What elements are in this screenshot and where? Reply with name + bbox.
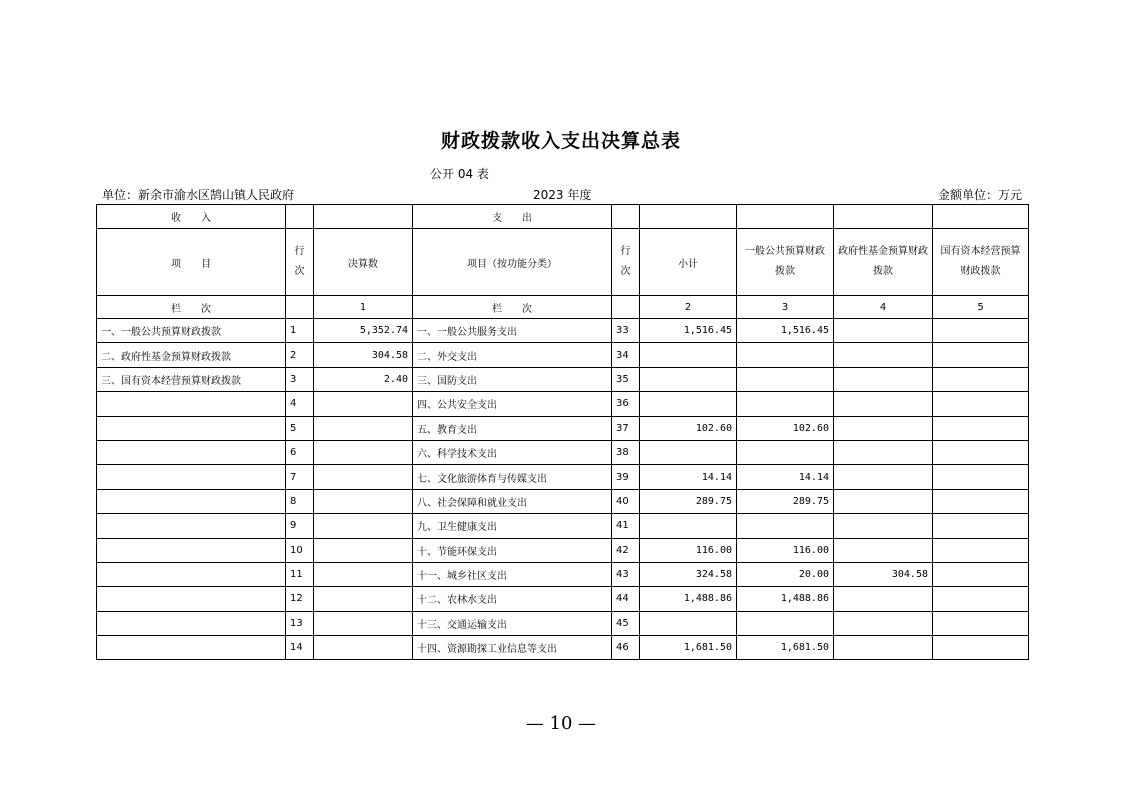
expense-state-capital — [933, 489, 1029, 513]
expense-subtotal — [640, 367, 737, 391]
expense-row-no: 37 — [612, 416, 640, 440]
expense-item: 一、一般公共服务支出 — [413, 319, 612, 343]
income-amount — [314, 489, 413, 513]
table-row — [97, 611, 1029, 635]
income-amount — [314, 440, 413, 464]
expense-state-capital — [933, 611, 1029, 635]
expense-subtotal: 1,681.50 — [640, 636, 737, 660]
header-row-columns — [97, 229, 1029, 296]
expense-item: 十三、交通运输支出 — [413, 611, 612, 635]
expense-item: 十一、城乡社区支出 — [413, 562, 612, 586]
expense-item: 六、科学技术支出 — [413, 440, 612, 464]
income-row-no: 10 — [286, 538, 314, 562]
col-index-1: 1 — [314, 296, 413, 319]
expense-subtotal: 289.75 — [640, 489, 737, 513]
expense-state-capital — [933, 514, 1029, 538]
table-row — [97, 319, 1029, 343]
unit-label: 单位：新余市渝水区鹄山镇人民政府 — [102, 188, 295, 202]
expense-state-capital — [933, 440, 1029, 464]
income-amount — [314, 538, 413, 562]
income-row-no: 11 — [286, 562, 314, 586]
income-item — [97, 587, 286, 611]
expense-item: 四、公共安全支出 — [413, 392, 612, 416]
income-item — [97, 636, 286, 660]
col-label: 栏 次 — [97, 296, 286, 319]
money-unit-label: 金额单位：万元 — [937, 188, 1022, 202]
income-amount — [314, 562, 413, 586]
header-general-budget: 一般公共预算财政拨款 — [737, 229, 834, 296]
income-item — [97, 538, 286, 562]
expense-gov-fund — [834, 514, 933, 538]
income-row-no: 13 — [286, 611, 314, 635]
expense-general-budget — [737, 392, 834, 416]
expense-row-no: 40 — [612, 489, 640, 513]
income-item — [97, 440, 286, 464]
expense-subtotal — [640, 611, 737, 635]
expense-state-capital — [933, 367, 1029, 391]
expense-subtotal — [640, 392, 737, 416]
table-row — [97, 587, 1029, 611]
expense-row-no: 39 — [612, 465, 640, 489]
expense-item: 十四、资源勘探工业信息等支出 — [413, 636, 612, 660]
expense-gov-fund — [834, 636, 933, 660]
expense-gov-fund — [834, 416, 933, 440]
income-amount — [314, 465, 413, 489]
expense-row-no: 41 — [612, 514, 640, 538]
expense-general-budget: 116.00 — [737, 538, 834, 562]
table-row — [97, 392, 1029, 416]
expense-item: 五、教育支出 — [413, 416, 612, 440]
header-item: 项 目 — [97, 229, 286, 296]
income-row-no: 3 — [286, 367, 314, 391]
expense-state-capital — [933, 319, 1029, 343]
expense-item: 十、节能环保支出 — [413, 538, 612, 562]
expense-state-capital — [933, 343, 1029, 367]
expense-item: 二、外交支出 — [413, 343, 612, 367]
expense-subtotal: 14.14 — [640, 465, 737, 489]
header-expense: 支 出 — [413, 205, 612, 229]
header-row-index — [97, 296, 1029, 319]
expense-item: 十二、农林水支出 — [413, 587, 612, 611]
expense-general-budget — [737, 367, 834, 391]
income-row-no: 2 — [286, 343, 314, 367]
expense-gov-fund — [834, 367, 933, 391]
expense-general-budget: 1,681.50 — [737, 636, 834, 660]
income-amount — [314, 514, 413, 538]
expense-state-capital — [933, 392, 1029, 416]
expense-general-budget — [737, 514, 834, 538]
expense-subtotal: 1,516.45 — [640, 319, 737, 343]
header-income: 收 入 — [97, 205, 286, 229]
expense-state-capital — [933, 416, 1029, 440]
expense-subtotal — [640, 514, 737, 538]
income-item — [97, 611, 286, 635]
col-index-5: 5 — [933, 296, 1029, 319]
table-row — [97, 343, 1029, 367]
expense-gov-fund — [834, 538, 933, 562]
header-final-amount: 决算数 — [314, 229, 413, 296]
income-amount: 304.58 — [314, 343, 413, 367]
header-gov-fund: 政府性基金预算财政拨款 — [834, 229, 933, 296]
expense-gov-fund — [834, 489, 933, 513]
header-state-capital: 国有资本经营预算财政拨款 — [933, 229, 1029, 296]
expense-row-no: 33 — [612, 319, 640, 343]
income-amount — [314, 636, 413, 660]
expense-subtotal: 324.58 — [640, 562, 737, 586]
col-index-4: 4 — [834, 296, 933, 319]
table-row — [97, 636, 1029, 660]
income-item: 三、国有资本经营预算财政拨款 — [97, 367, 286, 391]
income-item — [97, 392, 286, 416]
expense-row-no: 35 — [612, 367, 640, 391]
expense-row-no: 44 — [612, 587, 640, 611]
expense-general-budget: 20.00 — [737, 562, 834, 586]
income-item — [97, 489, 286, 513]
table-row — [97, 538, 1029, 562]
expense-general-budget: 1,488.86 — [737, 587, 834, 611]
document-title: 财政拨款收入支出决算总表 — [440, 130, 681, 152]
table-row — [97, 416, 1029, 440]
expense-row-no: 34 — [612, 343, 640, 367]
income-amount — [314, 611, 413, 635]
table-row — [97, 465, 1029, 489]
expense-row-no: 36 — [612, 392, 640, 416]
expense-subtotal: 116.00 — [640, 538, 737, 562]
col-label-2: 栏 次 — [413, 296, 612, 319]
header-row-no-2: 行次 — [612, 229, 640, 296]
expense-subtotal: 102.60 — [640, 416, 737, 440]
expense-row-no: 45 — [612, 611, 640, 635]
income-row-no: 9 — [286, 514, 314, 538]
budget-table — [96, 204, 1029, 660]
income-item — [97, 465, 286, 489]
income-amount: 5,352.74 — [314, 319, 413, 343]
expense-gov-fund — [834, 392, 933, 416]
expense-gov-fund — [834, 587, 933, 611]
income-row-no: 4 — [286, 392, 314, 416]
expense-state-capital — [933, 538, 1029, 562]
income-row-no: 8 — [286, 489, 314, 513]
expense-row-no: 38 — [612, 440, 640, 464]
expense-gov-fund: 304.58 — [834, 562, 933, 586]
table-code: 公开 04 表 — [430, 167, 489, 181]
expense-gov-fund — [834, 343, 933, 367]
expense-item: 九、卫生健康支出 — [413, 514, 612, 538]
income-row-no: 14 — [286, 636, 314, 660]
expense-general-budget: 102.60 — [737, 416, 834, 440]
expense-subtotal: 1,488.86 — [640, 587, 737, 611]
income-row-no: 5 — [286, 416, 314, 440]
expense-state-capital — [933, 562, 1029, 586]
expense-item: 八、社会保障和就业支出 — [413, 489, 612, 513]
income-row-no: 12 — [286, 587, 314, 611]
header-subtotal: 小计 — [640, 229, 737, 296]
expense-subtotal — [640, 440, 737, 464]
expense-general-budget — [737, 440, 834, 464]
expense-row-no: 42 — [612, 538, 640, 562]
income-row-no: 7 — [286, 465, 314, 489]
expense-general-budget — [737, 611, 834, 635]
income-item — [97, 562, 286, 586]
expense-state-capital — [933, 636, 1029, 660]
col-index-3: 3 — [737, 296, 834, 319]
income-amount — [314, 587, 413, 611]
year-label: 2023 年度 — [533, 188, 592, 202]
table-row — [97, 562, 1029, 586]
page-number: — 10 — — [525, 713, 597, 734]
header-item-func: 项目（按功能分类） — [413, 229, 612, 296]
income-item: 一、一般公共预算财政拨款 — [97, 319, 286, 343]
col-index-2: 2 — [640, 296, 737, 319]
expense-general-budget: 1,516.45 — [737, 319, 834, 343]
expense-subtotal — [640, 343, 737, 367]
income-item — [97, 416, 286, 440]
expense-state-capital — [933, 587, 1029, 611]
header-row-no: 行次 — [286, 229, 314, 296]
expense-gov-fund — [834, 440, 933, 464]
expense-general-budget: 14.14 — [737, 465, 834, 489]
income-item — [97, 514, 286, 538]
expense-gov-fund — [834, 611, 933, 635]
table-row — [97, 489, 1029, 513]
income-amount: 2.40 — [314, 367, 413, 391]
expense-row-no: 46 — [612, 636, 640, 660]
expense-row-no: 43 — [612, 562, 640, 586]
income-amount — [314, 392, 413, 416]
expense-gov-fund — [834, 319, 933, 343]
expense-gov-fund — [834, 465, 933, 489]
expense-item: 三、国防支出 — [413, 367, 612, 391]
income-row-no: 6 — [286, 440, 314, 464]
header-row-section — [97, 205, 1029, 229]
expense-general-budget — [737, 343, 834, 367]
expense-item: 七、文化旅游体育与传媒支出 — [413, 465, 612, 489]
expense-state-capital — [933, 465, 1029, 489]
income-row-no: 1 — [286, 319, 314, 343]
expense-general-budget: 289.75 — [737, 489, 834, 513]
table-row — [97, 367, 1029, 391]
table-row — [97, 514, 1029, 538]
income-item: 二、政府性基金预算财政拨款 — [97, 343, 286, 367]
table-row — [97, 440, 1029, 464]
income-amount — [314, 416, 413, 440]
